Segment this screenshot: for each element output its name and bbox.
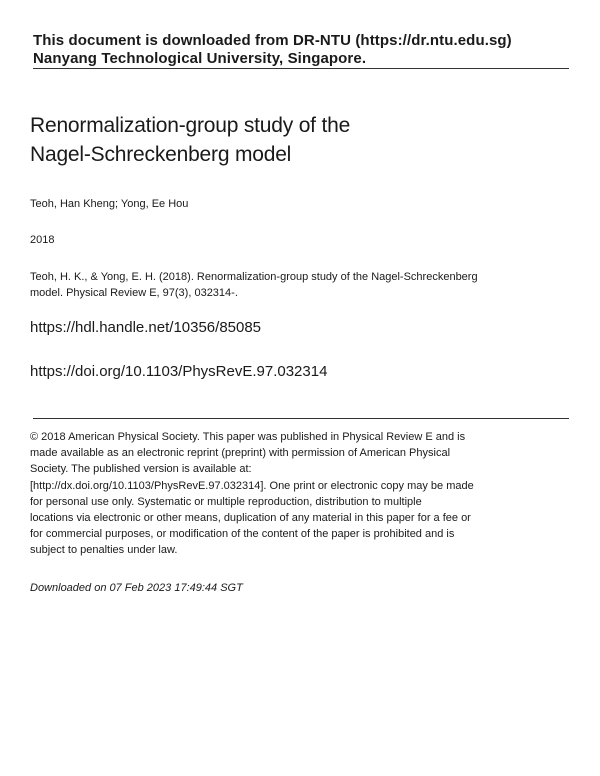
citation — [30, 269, 510, 301]
copyright-line: [http://dx.doi.org/10.1103/PhysRevE.97.032314]. One print or electronic copy may be made — [30, 479, 474, 492]
copyright-line: © 2018 American Physical Society. This paper was published in Physical Review E and is — [30, 431, 466, 443]
paper-title-line-1: Renormalization-group study of the — [30, 114, 351, 137]
paper-title — [30, 111, 550, 169]
copyright-line: locations via electronic or other means, duplication of any material in this paper for a fee or — [30, 512, 471, 525]
citation-line-1: Teoh, H. K., & Yong, E. H. (2018). Renormalization-group study of the Nagel-Schreckenberg — [30, 271, 478, 283]
repository-header — [33, 32, 571, 68]
publication-year: 2018 — [30, 234, 55, 246]
citation-line-2: model. Physical Review E, 97(3), 032314-. — [30, 287, 238, 299]
doi-link[interactable]: https://doi.org/10.1103/PhysRevE.97.032314 — [30, 363, 328, 380]
handle-link[interactable]: https://hdl.handle.net/10356/85085 — [30, 319, 262, 336]
copyright-line: for personal use only. Systematic or multiple reproduction, distribution to multiple — [30, 495, 422, 508]
copyright-line: Society. The published version is available at: — [30, 463, 252, 476]
repository-header-line-2: Nanyang Technological University, Singapore. — [33, 50, 367, 67]
authors: Teoh, Han Kheng; Yong, Ee Hou — [30, 198, 189, 210]
repository-header-line-1: This document is downloaded from DR-NTU (https://dr.ntu.edu.sg) — [33, 32, 512, 49]
header-divider — [33, 68, 569, 69]
body-divider — [33, 418, 569, 419]
copyright-line: subject to penalties under law. — [30, 544, 178, 557]
copyright-line: made available as an electronic reprint (preprint) with permission of American Physical — [30, 447, 451, 460]
download-timestamp: Downloaded on 07 Feb 2023 17:49:44 SGT — [30, 582, 243, 594]
copyright-notice — [30, 429, 495, 559]
copyright-line: for commercial purposes, or modification of the content of the paper is prohibited and is — [30, 528, 455, 541]
paper-title-line-2: Nagel-Schreckenberg model — [30, 143, 292, 166]
